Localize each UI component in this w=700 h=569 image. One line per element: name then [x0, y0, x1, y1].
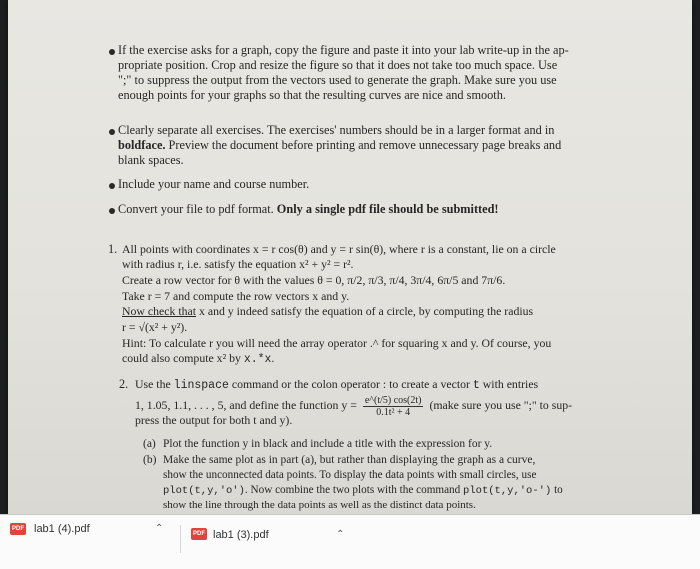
bullet-2-line-3: blank spaces. [118, 153, 184, 167]
ex2-line1-c: with entries [479, 377, 539, 391]
t-code: t [472, 379, 480, 392]
exercise-1-line-5 [122, 304, 533, 319]
linspace-code: linspace [173, 379, 229, 392]
ex2-line1-a: Use the [135, 377, 174, 391]
bullet-2-line-2-rest: Preview the document before printing and remove unnecessary page breaks and [165, 138, 562, 152]
bullet-1-line-4: enough points for your graphs so that the resulting curves are nice and smooth. [118, 88, 506, 102]
bullet-2-line-2 [118, 138, 561, 153]
bullet-4-bold: Only a single pdf file should be submitted! [276, 202, 499, 216]
function-fraction [363, 395, 424, 418]
download-item-2[interactable] [182, 515, 360, 569]
exercise-2-line-1 [135, 377, 538, 393]
bullet-1-line-1: If the exercise asks for a graph, copy the figure and paste it into your lab write-up in the ap- [118, 43, 569, 57]
plot-o-code: plot(t,y,'o') [163, 485, 245, 497]
xx-code: x.*x [243, 353, 272, 366]
download-bar [0, 514, 700, 569]
chevron-up-icon[interactable]: ⌃ [336, 529, 345, 540]
exercise-1-line-5-rest: x and y indeed satisfy the equation of a circle, by computing the radius [196, 304, 534, 318]
part-b-line-3-rest: . Now combine the two plots with the command [244, 484, 464, 496]
part-b-line-3 [163, 483, 563, 499]
ex2-line2-post: (make sure you use ";" to sup- [429, 398, 573, 413]
plot-o-dash-code: plot(t,y,'o-') [463, 485, 552, 497]
bullet-1-line-3: ";" to suppress the output from the vectors used to generate the graph. Make sure you use [118, 73, 557, 87]
bullet-dot [109, 49, 115, 55]
part-b-label: (b) [143, 454, 157, 466]
divider [180, 525, 181, 553]
chevron-up-icon[interactable]: ⌃ [155, 523, 164, 534]
bullet-dot [109, 208, 115, 214]
bullet-dot [109, 183, 115, 189]
fraction-denominator: 0.1t² + 4 [376, 407, 411, 418]
exercise-1-line-2: with radius r, i.e. satisfy the equation x² + y² = r². [122, 257, 354, 271]
part-b-line-3-end: to [551, 484, 563, 496]
exercise-1-line-8-post: . [271, 351, 275, 365]
bullet-3-text: Include your name and course number. [118, 177, 310, 191]
part-a-text: Plot the function y in black and include a title with the expression for y. [163, 438, 493, 450]
bullet-4-text [118, 202, 499, 217]
exercise-1-line-1: All points with coordinates x = r cos(θ) and y = r sin(θ), where r is a constant, lie on a circle [122, 242, 556, 256]
fraction-numerator: e^(t/5) cos(2t) [364, 395, 422, 406]
pdf-icon: PDF [191, 528, 207, 540]
part-b-line-1: Make the same plot as in part (a), but rather than displaying the graph as a curve, [163, 454, 536, 466]
exercise-2-line-3: press the output for both t and y). [135, 413, 293, 427]
bullet-4-plain: Convert your file to pdf format. [118, 202, 277, 216]
part-b-line-4: show the line through the data points as well as the distinct data points. [163, 499, 476, 511]
exercise-1-line-8 [122, 351, 274, 367]
exercise-1-line-7: Hint: To calculate r you will need the array operator .^ for squaring x and y. Of course, you [122, 336, 552, 350]
exercise-1-line-8-pre: could also compute x² by [122, 351, 244, 365]
now-check-that: Now check that [122, 304, 197, 318]
bullet-1-line-2: propriate position. Crop and resize the figure so that it does not take too much space. Use [118, 58, 558, 72]
download-file-name: lab1 (4).pdf [34, 523, 90, 535]
download-item-1[interactable] [0, 515, 178, 569]
exercise-1-line-6: r = √(x² + y²). [122, 320, 188, 334]
part-b-line-2: show the unconnected data points. To display the data points with small circles, use [163, 469, 537, 481]
exercise-1-number: 1. [108, 242, 118, 256]
exercise-1-line-3: Create a row vector for θ with the values θ = 0, π/2, π/3, π/4, 3π/4, 6π/5 and 7π/6. [122, 273, 506, 287]
exercise-1-line-4: Take r = 7 and compute the row vectors x and y. [122, 289, 350, 303]
pdf-icon: PDF [10, 523, 26, 535]
document-page [8, 0, 692, 514]
ex2-line2-pre: 1, 1.05, 1.1, . . . , 5, and define the function y = [135, 398, 357, 413]
bullet-dot [109, 129, 115, 135]
bullet-2-bold-word: boldface. [118, 138, 166, 152]
part-a-label: (a) [143, 438, 156, 450]
ex2-line1-b: command or the colon operator : to create a vector [228, 377, 473, 391]
download-file-name: lab1 (3).pdf [213, 529, 269, 541]
exercise-2-number: 2. [119, 377, 129, 391]
bullet-2-line-1: Clearly separate all exercises. The exercises' numbers should be in a larger format and in [118, 123, 555, 137]
